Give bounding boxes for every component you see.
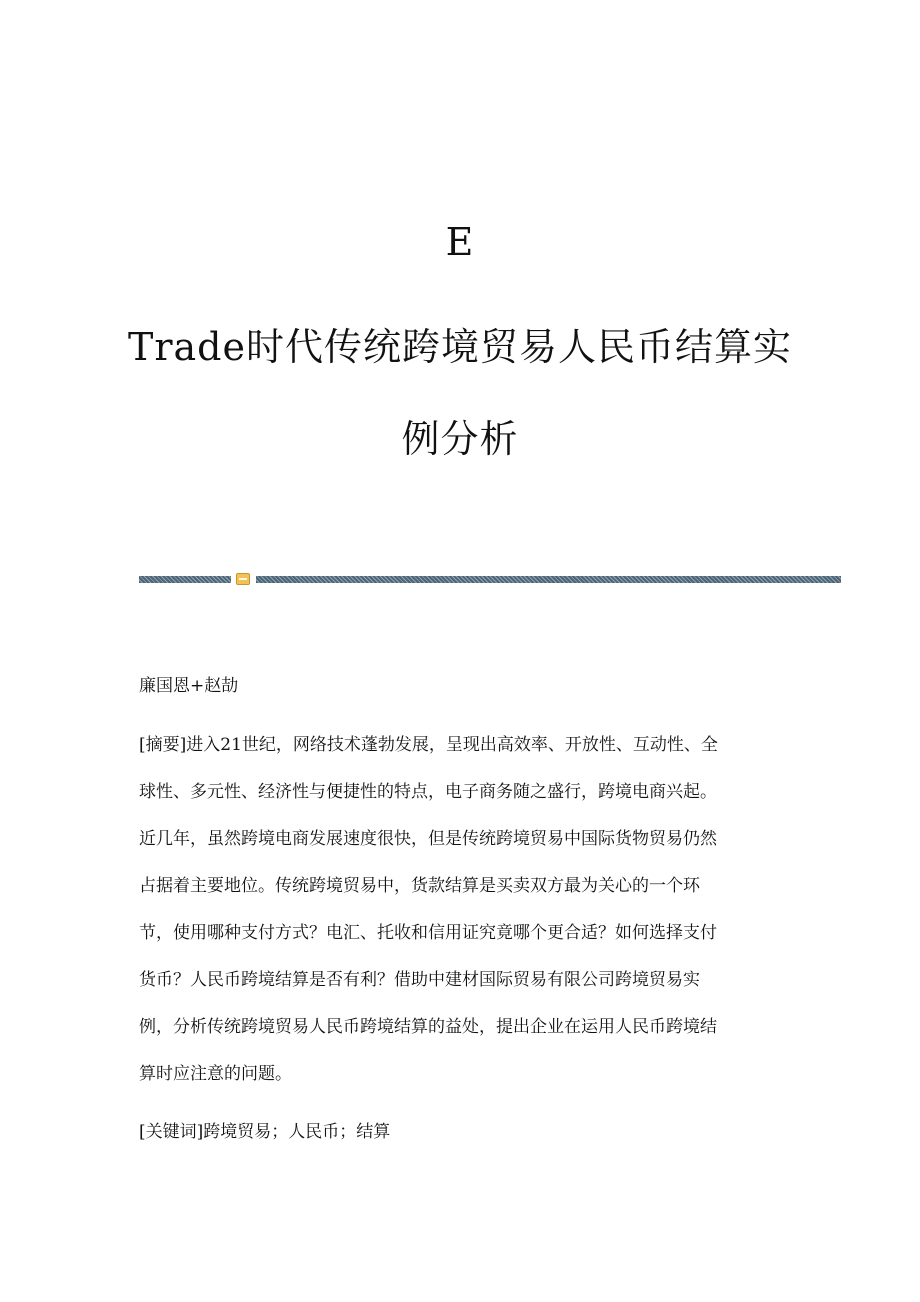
title-line-3: 例分析 [401,417,519,461]
abstract-line: 例，分析传统跨境贸易人民币跨境结算的益处，提出企业在运用人民币跨境结 [139,1017,717,1037]
abstract-paragraph [139,722,779,1098]
abstract-line: [摘要]进入21世纪，网络技术蓬勃发展，呈现出高效率、开放性、互动性、全 [139,735,718,755]
keywords-line: [关键词]跨境贸易；人民币；结算 [139,1122,391,1142]
section-divider [139,573,841,585]
abstract-line: 货币？人民币跨境结算是否有利？借助中建材国际贸易有限公司跨境贸易实 [139,970,700,990]
abstract-line: 算时应注意的问题。 [139,1064,292,1084]
divider-bar-right [256,576,841,583]
abstract-line: 节，使用哪种支付方式？电汇、托收和信用证究竟哪个更合适？如何选择支付 [139,923,717,943]
author-line: 廉国恩+赵劼 [139,676,239,696]
divider-bar-left [139,576,231,583]
abstract-line: 占据着主要地位。传统跨境贸易中，货款结算是买卖双方最为关心的一个环 [139,876,700,896]
title-line-1: E [445,220,475,264]
abstract-line: 球性、多元性、经济性与便捷性的特点，电子商务随之盛行，跨境电商兴起。 [139,782,717,802]
abstract-line: 近几年，虽然跨境电商发展速度很快，但是传统跨境贸易中国际货物贸易仍然 [139,829,717,849]
title-line-2: Trade时代传统跨境贸易人民币结算实 [128,325,792,369]
divider-badge-icon [236,573,250,585]
